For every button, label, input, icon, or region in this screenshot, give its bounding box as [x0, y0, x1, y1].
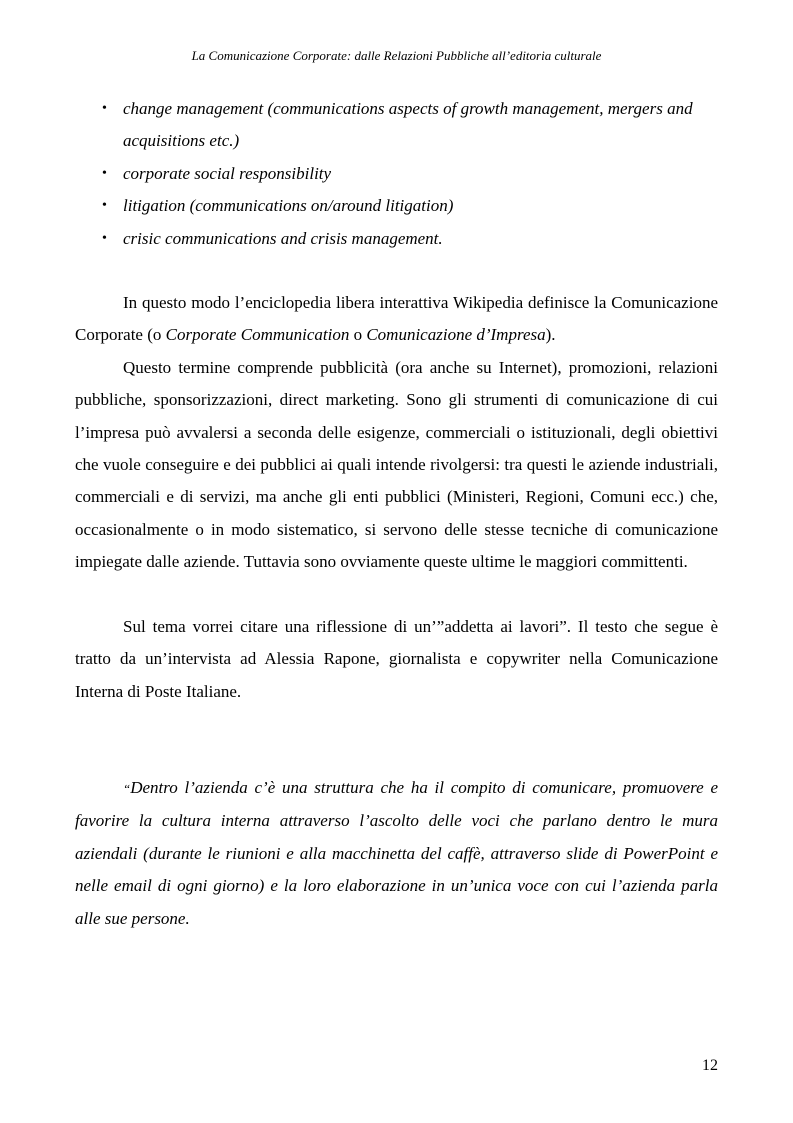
bullet-icon: •: [102, 230, 107, 246]
list-item-text: change management (communications aspects of growth management, mergers and acquisitions etc.): [123, 99, 693, 151]
page-number: 12: [702, 1057, 718, 1074]
emphasis-corporate-communication: Corporate Communication: [165, 325, 350, 345]
quote-open-mark: “: [123, 780, 131, 796]
list-item: [75, 93, 718, 158]
list-item: [75, 158, 718, 190]
list-item-text: litigation (communications on/around litigation): [123, 196, 454, 216]
paragraph-text: ).: [545, 325, 556, 345]
list-item-text: corporate social responsibility: [123, 163, 332, 183]
list-item: [75, 223, 718, 255]
bullet-icon: •: [102, 165, 107, 181]
quote-text: Dentro l’azienda c’è una struttura che ha il compito di comunicare, promuovere e favorire la cultura interna attraverso l’ascolto delle voci che parlano dentro le mura aziendali (durante le riunioni e alla macchinetta del caffè, attraverso slide di PowerPoint e nelle email di ogni giorno) e la loro elaborazione in un’unica voce con cui l’azienda parla alle sue persone.: [75, 777, 718, 928]
list-item-text: crisic communications and crisis management.: [123, 228, 443, 248]
paragraph-wikipedia-definition: [75, 287, 718, 352]
interview-quote: [75, 772, 718, 935]
bullet-icon: •: [102, 101, 107, 116]
bullet-list: [75, 93, 718, 255]
running-header: La Comunicazione Corporate: dalle Relazioni Pubbliche all’editoria culturale: [191, 48, 602, 63]
bullet-icon: •: [102, 198, 107, 214]
emphasis-comunicazione-impresa: Comunicazione d’Impresa: [366, 325, 546, 345]
paragraph-term-scope: Questo termine comprende pubblicità (ora anche su Internet), promozioni, relazioni pubbliche, sponsorizzazioni, direct marketing. Sono gli strumenti di comunicazione di cui l’impresa può avvalersi a seconda delle esigenze, commerciali o istituzionali, degli obiettivi che vuole conseguire e dei pubblici ai quali intende rivolgersi: tra questi le aziende industriali, commerciali e di servizi, ma anche gli enti pubblici (Ministeri, Regioni, Comuni ecc.) che, occasionalmente o in modo sistematico, si servono delle stesse tecniche di comunicazione impiegate dalle aziende. Tuttavia sono ovviamente queste ultime le maggiori committenti.: [75, 357, 718, 572]
page-body: [75, 93, 718, 935]
paragraph-text: o: [349, 325, 367, 345]
paragraph-interview-intro: Sul tema vorrei citare una riflessione di un’”addetta ai lavori”. Il testo che segue è tratto da un’intervista ad Alessia Rapone, giornalista e copywriter nella Comunicazione Interna di Poste Italiane.: [75, 616, 718, 701]
paragraph-text: In questo modo l’enciclopedia libera interattiva Wikipedia definisce la Comunicazione Corporate (o: [75, 293, 718, 345]
list-item: [75, 190, 718, 222]
